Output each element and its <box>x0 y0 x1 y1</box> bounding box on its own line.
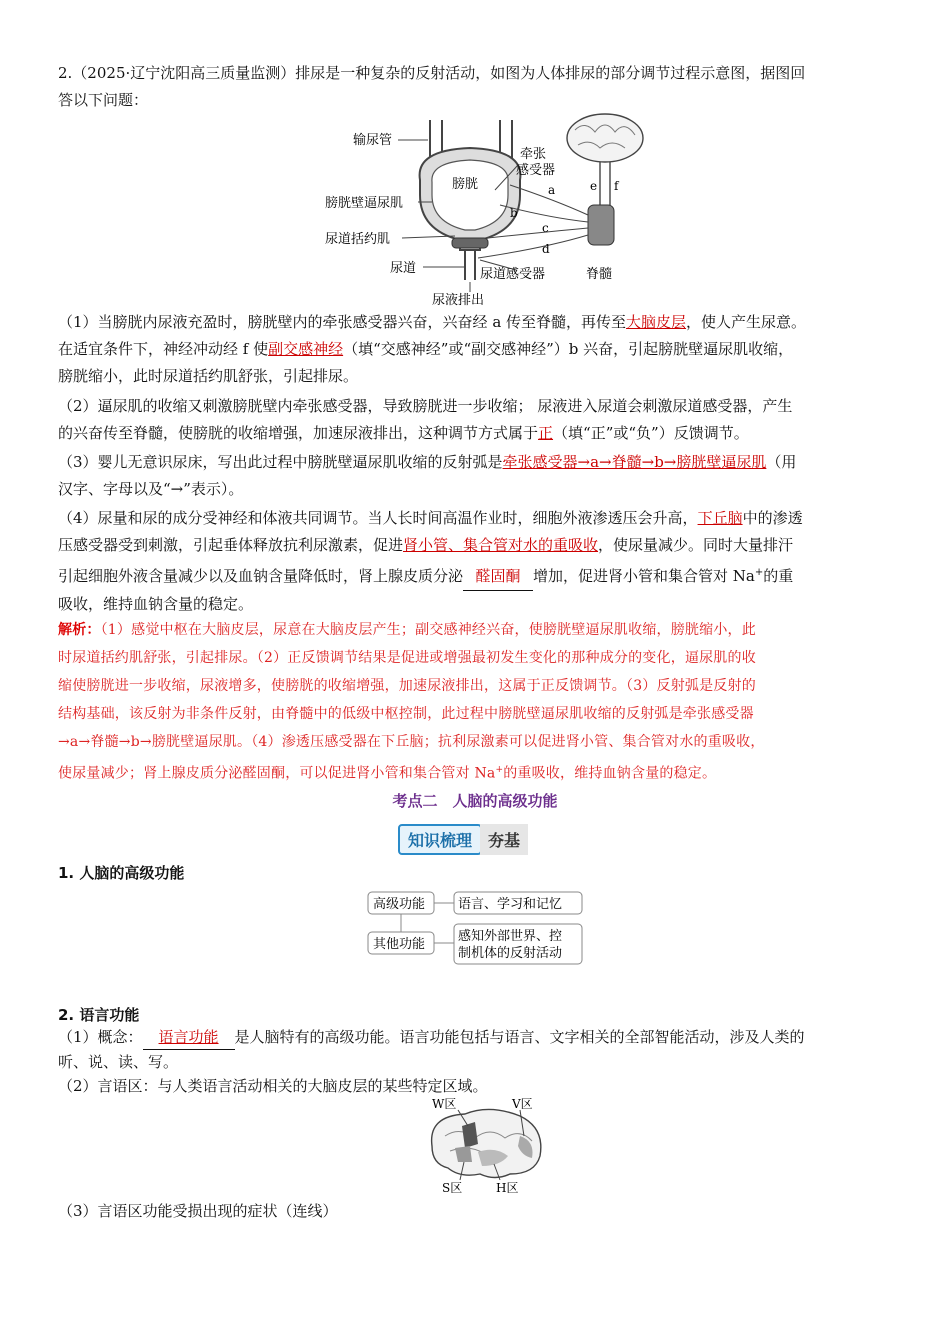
answer-3: 牵张感受器→a→脊髓→b→膀胱壁逼尿肌 <box>502 453 767 471</box>
label-b: b <box>510 206 518 220</box>
label-spinal: 脊髓 <box>586 267 613 282</box>
section-title: 考点二 人脑的高级功能 <box>392 792 558 810</box>
answer-1b: 副交感神经 <box>268 340 344 358</box>
answer-4b: 肾小管、集合管对水的重吸收 <box>403 536 599 554</box>
label-bladder: 膀胱 <box>452 177 479 192</box>
label-s: S区 <box>442 1181 463 1195</box>
function-tree <box>366 890 586 972</box>
speech-area-diagram <box>420 1096 550 1196</box>
label-f: f <box>614 179 619 193</box>
subquestion-4: （4）尿量和尿的成分受神经和体液共同调节。当人长时间高温作业时，细胞外液渗透压会升高，下丘脑中的渗透 压感受器受到刺激，引起垂体释放抗利尿激素，促进肾小管、集合管对水的重吸收，使尿量减少。同时大量排汗 引起细胞外液含量减少以及血钠含量降低时，肾上腺皮质分泌 醛固酮 增加，促进肾小管和集合管对 Na+的重 吸收，维持血钠含量的稳定。 <box>58 509 803 613</box>
answer-2: 正 <box>538 424 554 442</box>
tree-leaf2b: 制机体的反射活动 <box>458 946 563 961</box>
leader-sphincter <box>402 236 455 238</box>
label-h: H区 <box>496 1181 519 1195</box>
area-s <box>455 1146 472 1162</box>
label-detrusor: 膀胱壁逼尿肌 <box>325 196 404 211</box>
label-v: V区 <box>512 1097 533 1111</box>
label-e: e <box>590 179 598 193</box>
label-stretch2: 感受器 <box>516 163 556 178</box>
badge-left: 知识梳理 <box>398 824 482 855</box>
explanation: 解析：（1）感觉中枢在大脑皮层，尿意在大脑皮层产生；副交感神经兴奋，使膀胱壁逼尿肌收缩，膀胱缩小，此 时尿道括约肌舒张，引起排尿。（2）正反馈调节结果是促进或增强最初发生变化的那种成分的变化，逼尿肌的收 缩使膀胱进一步收缩，尿液增多，使膀胱的收缩增强，加速尿液排出，这属于正反馈调节。（3）反射弧是反射的 结构基础，该反射为非条件反射，由脊髓中的低级中枢控制，此过程中膀胱壁逼尿肌收缩的反射弧是牵张感受器 →a→脊髓→b→膀胱壁逼尿肌。（4）渗透压感受器在下丘脑；抗利尿激素可以促进肾小管、集合管对水的重吸收， 使尿量减少；肾上腺皮质分泌醛固酮，可以促进肾小管和集合管对 Na+的重吸收，维持血钠含量的稳定。 <box>58 622 765 782</box>
knowledge-badge <box>398 824 528 854</box>
spinal-cord <box>588 205 614 245</box>
label-d: d <box>542 242 550 256</box>
label-ureter: 输尿管 <box>353 133 393 148</box>
language-concept: （1）概念： 语言功能 是人脑特有的高级功能。语言功能包括与语言、文字相关的全部智能活动，涉及人类的 听、说、读、写。 （2）言语区：与人类语言活动相关的大脑皮层的某些特定区域。 <box>58 1025 910 1098</box>
sphincter-ring <box>452 238 488 248</box>
label-w: W区 <box>432 1097 457 1111</box>
label-sphincter: 尿道括约肌 <box>325 232 391 247</box>
label-excrete: 尿液排出 <box>432 293 485 308</box>
answer-lang: 语言功能 <box>158 1028 219 1046</box>
answer-4a: 下丘脑 <box>697 509 743 527</box>
label-stretch1: 牵张 <box>520 147 547 162</box>
tree-root1: 高级功能 <box>373 897 426 912</box>
heading-1: 1. 人脑的高级功能 <box>58 864 185 882</box>
urethra-tube <box>465 250 475 280</box>
nerve-d <box>478 235 588 258</box>
label-urethra: 尿道 <box>390 261 417 276</box>
tree-root2: 其他功能 <box>373 937 426 952</box>
heading-2: 2. 语言功能 <box>58 1006 140 1024</box>
label-c: c <box>542 221 549 235</box>
label-a: a <box>548 183 556 197</box>
urination-diagram <box>320 110 650 310</box>
question-intro: 2.（2025·辽宁沈阳高三质量监测）排尿是一种复杂的反射活动，如图为人体排尿的部分调节过程示意图，据图回 答以下问题： <box>58 64 806 109</box>
bladder-lumen <box>432 160 508 230</box>
tree-leaf1: 语言、学习和记忆 <box>458 897 563 912</box>
answer-1a: 大脑皮层 <box>626 313 687 331</box>
answer-4c: 醛固酮 <box>475 567 521 585</box>
label-urethra-receptor: 尿道感受器 <box>480 267 546 282</box>
subquestion-2: （2）逼尿肌的收缩又刺激膀胱壁内牵张感受器，导致膀胱进一步收缩； 尿液进入尿道会刺激尿道感受器，产生 的兴奋传至脊髓，使膀胱的收缩增强，加速尿液排出，这种调节方式属于正（填“正”或“负”）反馈调节。 <box>58 397 793 442</box>
tree-leaf2a: 感知外部世界、控 <box>458 929 563 944</box>
subquestion-1: （1）当膀胱内尿液充盈时，膀胱壁内的牵张感受器兴奋，兴奋经 a 传至脊髓，再传至大脑皮层，使人产生尿意。 在适宜条件下，神经冲动经 f 使副交感神经（填“交感神经”或“副交感神经”）b 兴奋，引起膀胱壁逼尿肌收缩， 膀胱缩小，此时尿道括约肌舒张，引起排尿。 <box>58 313 807 385</box>
subquestion-3: （3）婴儿无意识尿床，写出此过程中膀胱壁逼尿肌收缩的反射弧是牵张感受器→a→脊髓→b→膀胱壁逼尿肌（用 汉字、字母以及“→”表示）。 <box>58 453 797 498</box>
language-symptoms: （3）言语区功能受损出现的症状（连线） <box>58 1202 338 1220</box>
brain-icon <box>567 114 643 162</box>
badge-right: 夯基 <box>480 824 528 855</box>
